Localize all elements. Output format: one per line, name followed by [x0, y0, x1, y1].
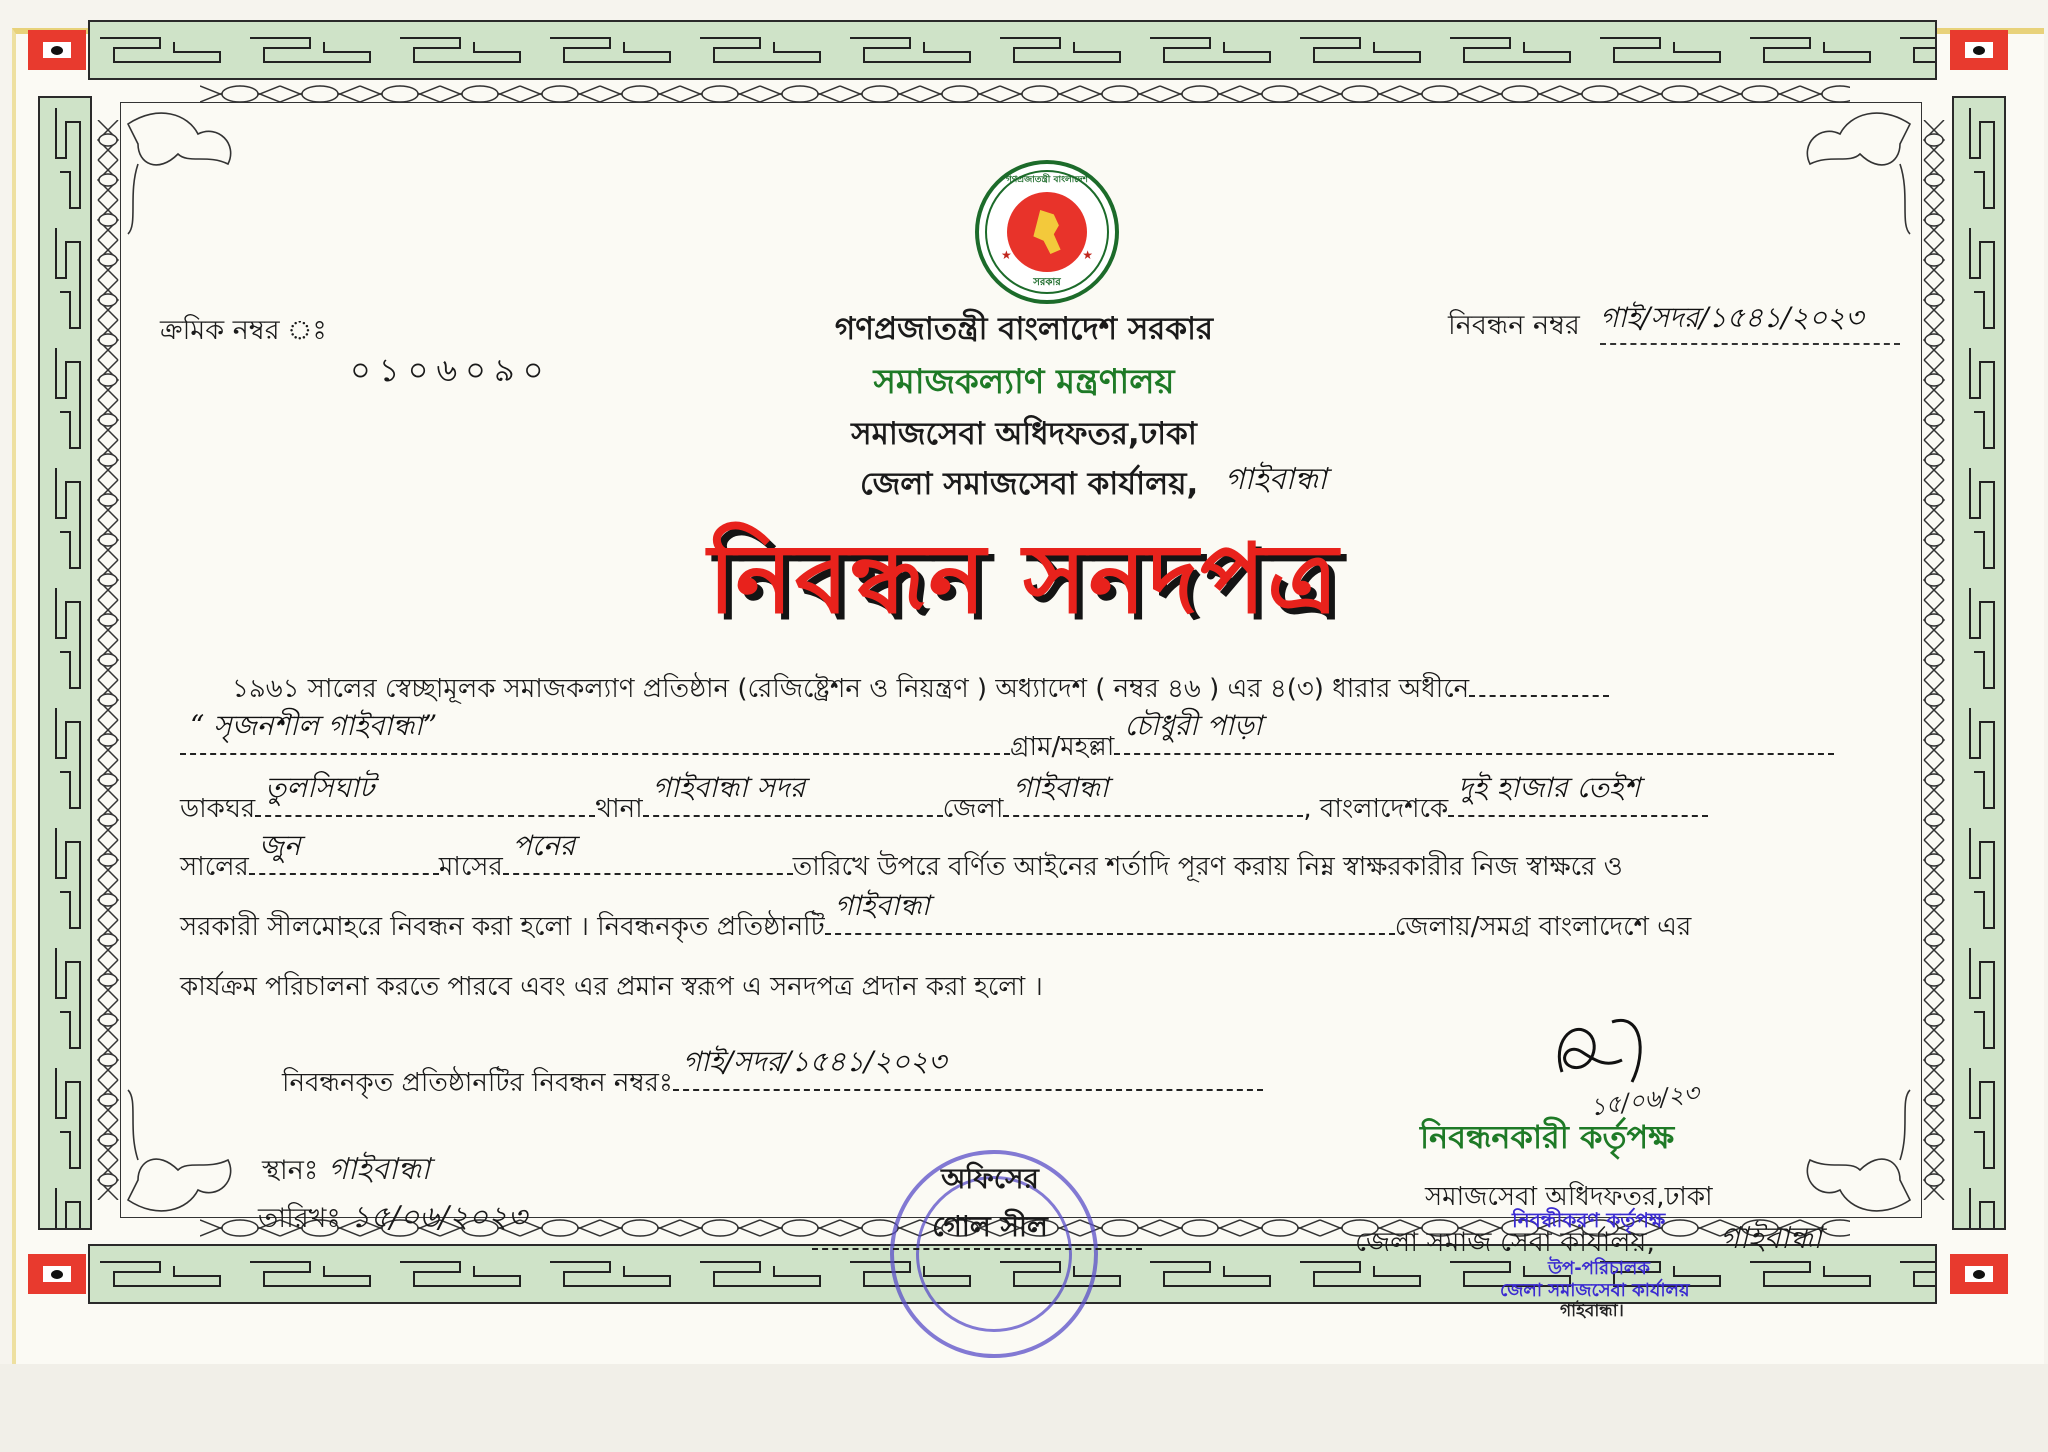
- stamp-designation-text: উপ-পরিচালক: [1548, 1258, 1650, 1279]
- body-line-3: [180, 771, 1708, 832]
- registration-number-label: নিবন্ধন নম্বর: [1448, 310, 1580, 341]
- signature-icon: [1552, 1012, 1662, 1092]
- seal-label-line-2: গোল সীল: [932, 1210, 1048, 1243]
- post-office-field: তুলসিঘাট: [255, 793, 595, 817]
- chain-border-top: [200, 84, 1850, 104]
- place-value: গাইবান্ধা: [328, 1152, 431, 1187]
- district-field: গাইবান্ধা: [1003, 793, 1303, 817]
- ministry-heading: সমাজকল্যাণ মন্ত্রণালয়: [873, 362, 1175, 402]
- post-office-label: ডাকঘর: [180, 794, 256, 824]
- country-label: , বাংলাদেশকে: [1303, 794, 1449, 824]
- body-reg-no-line: [282, 1045, 1263, 1106]
- corner-ornament-top-right: [1950, 30, 2008, 70]
- month-label: মাসের: [438, 852, 503, 882]
- date-value: ১৫/০৬/২০২৩: [350, 1200, 527, 1235]
- body-line-5: [180, 889, 1692, 950]
- registered-number-label: নিবন্ধনকৃত প্রতিষ্ঠানটির নিবন্ধন নম্বরঃ: [282, 1068, 673, 1098]
- floral-flourish-icon: [1780, 1080, 1920, 1220]
- place-label: স্থানঃ: [262, 1155, 319, 1186]
- stamp-district-text: গাইবান্ধা।: [1560, 1301, 1624, 1321]
- village-field: চৌধুরী পাড়া: [1114, 731, 1834, 755]
- date-row: [258, 1193, 527, 1244]
- authority-department: সমাজসেবা অধিদফতর,ঢাকা: [1425, 1182, 1713, 1212]
- year-label: সালের: [180, 852, 249, 882]
- date-label: তারিখঃ: [258, 1203, 341, 1234]
- government-emblem-icon: [975, 160, 1119, 304]
- stamp-office-text: জেলা সমাজসেবা কার্যালয়: [1500, 1280, 1690, 1301]
- seal-signature-line: [812, 1248, 1142, 1250]
- seal-registration-text: সরকারী সীলমোহরে নিবন্ধন করা হলো । নিবন্ধনকৃত প্রতিষ্ঠানটি: [180, 912, 825, 942]
- department-heading: সমাজসেবা অধিদফতর,ঢাকা: [851, 416, 1197, 452]
- authority-office: জেলা সমাজ সেবা কার্যালয়,: [1355, 1227, 1655, 1258]
- emblem-top-text: গণপ্রজাতন্ত্রী বাংলাদেশ: [1006, 175, 1088, 185]
- area-text: জেলায়/সমগ্র বাংলাদেশে এর: [1394, 912, 1692, 942]
- conditions-text: তারিখে উপরে বর্ণিত আইনের শর্তাদি পূরণ করায় নিম্ন স্বাক্ষরকারীর নিজ স্বাক্ষরে ও: [792, 852, 1623, 882]
- background-surface: [0, 1364, 2048, 1452]
- seal-label-line-1: অফিসের: [941, 1162, 1039, 1195]
- government-heading: গণপ্রজাতন্ত্রী বাংলাদেশ সরকার: [834, 311, 1214, 347]
- body-line-2: [180, 709, 1834, 770]
- district-office-value: গাইবান্ধা: [1225, 462, 1327, 497]
- place-row: [262, 1145, 430, 1196]
- year-words-field: দুই হাজার তেইশ: [1448, 793, 1708, 817]
- dash-line: [1469, 673, 1609, 697]
- corner-ornament-top-left: [28, 30, 86, 70]
- star-icon: ★: [1082, 248, 1093, 262]
- body-line-6: [180, 966, 1043, 1010]
- area-field: গাইবান্ধা: [825, 911, 1395, 935]
- greek-key-border-top: [88, 20, 1937, 80]
- emblem-bottom-text: সরকার: [1033, 277, 1061, 288]
- floral-flourish-icon: [118, 1080, 258, 1220]
- thana-field: গাইবান্ধা সদর: [643, 793, 943, 817]
- district-label: জেলা: [942, 794, 1004, 824]
- registered-number-field: গাই/সদর/১৫৪১/২০২৩: [673, 1067, 1263, 1091]
- floral-flourish-icon: [1780, 104, 1920, 244]
- corner-ornament-bottom-right: [1950, 1254, 2008, 1294]
- serial-number-value: ০১০৬০৯০: [350, 351, 552, 389]
- thana-label: থানা: [595, 794, 643, 824]
- village-label: গ্রাম/মহল্লা: [1010, 732, 1115, 762]
- floral-flourish-icon: [118, 104, 258, 244]
- signature-date: ১৫/০৬/২৩: [1588, 1078, 1701, 1122]
- corner-ornament-bottom-left: [28, 1254, 86, 1294]
- ordinance-text: ১৯৬১ সালের স্বেচ্ছামূলক সমাজকল্যাণ প্রতিষ্ঠান (রেজিষ্ট্রেশন ও নিয়ন্ত্রণ ) অধ্যাদেশ ( নম্বর ৪৬ ) এর ৪(৩) ধারার অধীনে: [232, 674, 1470, 704]
- serial-number-label: ক্রমিক নম্বর ঃ: [160, 315, 327, 346]
- registering-authority-heading: নিবন্ধনকারী কর্তৃপক্ষ: [1420, 1118, 1675, 1156]
- day-field: পনের: [503, 851, 793, 875]
- month-field: জুন: [249, 851, 439, 875]
- activities-text: কার্যক্রম পরিচালনা করতে পারবে এবং এর প্রমান স্বরূপ এ সনদপত্র প্রদান করা হলো ।: [180, 972, 1043, 1002]
- office-seal-label: [890, 1155, 1090, 1251]
- star-icon: ★: [1001, 248, 1012, 262]
- certificate-title: নিবন্ধন সনদপত্র: [708, 523, 1340, 635]
- stamp-authority-text: নিবন্ধীকরণ কর্তৃপক্ষ: [1512, 1208, 1666, 1232]
- district-office-heading: জেলা সমাজসেবা কার্যালয়,: [860, 466, 1199, 502]
- authority-office-value: গাইবান্ধা: [1720, 1221, 1822, 1256]
- organization-name-field: “ সৃজনশীল গাইবান্ধা”: [180, 731, 1010, 755]
- body-line-1: [232, 668, 1609, 712]
- registration-number-value: গাই/সদর/১৫৪১/২০২৩: [1600, 296, 1900, 345]
